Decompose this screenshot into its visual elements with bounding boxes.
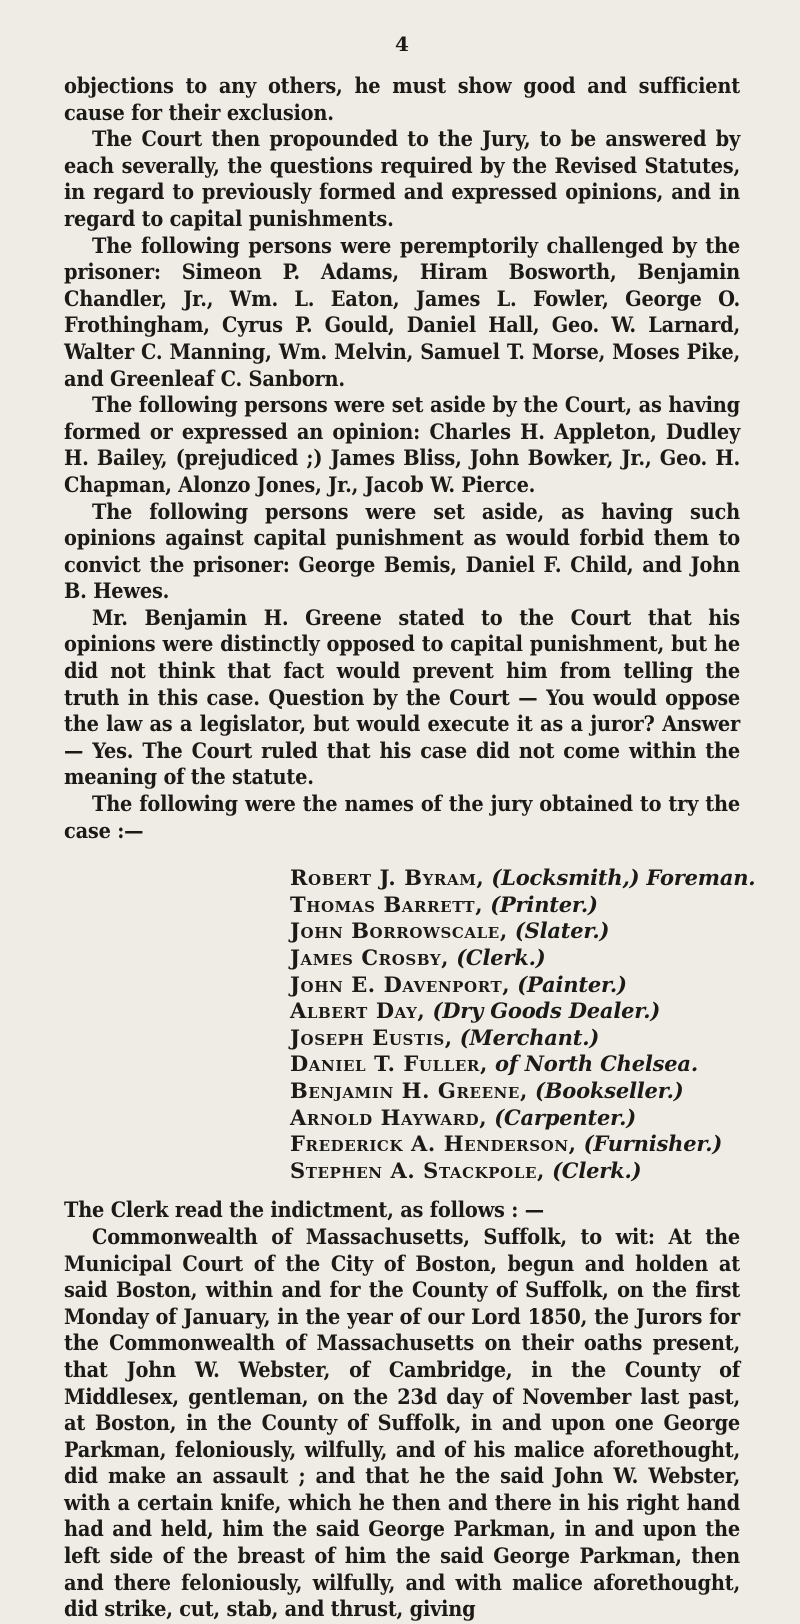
juror-entry	[290, 1078, 740, 1105]
juror-entry	[290, 972, 740, 999]
juror-occupation: (Slater.)	[507, 918, 610, 944]
juror-name: Daniel T. Fuller,	[290, 1051, 488, 1077]
paragraph-court-questions: The Court then propounded to the Jury, to be answered by each severally, the questions required by the Revised Statutes, in regard to previously formed and expressed opinions, and in regard to capital punishments.	[64, 127, 740, 232]
juror-occupation: (Painter.)	[510, 971, 627, 997]
juror-occupation: (Clerk.)	[544, 1157, 642, 1183]
juror-occupation: of North Chelsea.	[487, 1051, 698, 1077]
paragraph-set-aside-capital: The following persons were set aside, as having such opinions against capital punishment as would forbid them to convict the prisoner: George Bemis, Daniel F. Child, and John B. Hewes.	[64, 499, 740, 605]
juror-entry	[290, 892, 740, 919]
juror-entry	[290, 1105, 740, 1132]
paragraph-set-aside-opinion: The following persons were set aside by the Court, as having formed or expressed an opinion: Charles H. Appleton, Dudley H. Bailey, (prejudiced ;) James Bliss, John Bowker, Jr., Geo. H. Chapman, Alonzo Jones, Jr., Jacob W. Pierce.	[64, 393, 740, 498]
juror-name: John Borrowscale,	[290, 918, 508, 944]
juror-entry	[290, 1158, 740, 1185]
juror-entry	[290, 1131, 740, 1158]
juror-occupation: (Locksmith,) Foreman.	[484, 865, 756, 891]
paragraph-peremptory-challenges: The following persons were peremptorily challenged by the prisoner: Simeon P. Adams, Hiram Bosworth, Benjamin Chandler, Jr., Wm. L. Eaton, James L. Fowler, George O. Frothingham, Cyrus P. Gould, Daniel Hall, Geo. W. Larnard, Walter C. Manning, Wm. Melvin, Samuel T. Morse, Moses Pike, and Greenleaf C. Sanborn.	[64, 233, 740, 392]
juror-name: James Crosby,	[290, 945, 450, 970]
juror-entry	[290, 1051, 740, 1078]
juror-occupation: (Merchant.)	[452, 1024, 600, 1050]
juror-name: Robert J. Byram,	[290, 865, 485, 891]
juror-entry	[290, 1025, 740, 1052]
juror-name: John E. Davenport,	[290, 971, 511, 997]
juror-occupation: (Dry Goods Dealer.)	[425, 998, 661, 1024]
juror-occupation: (Furnisher.)	[576, 1131, 723, 1157]
paragraph-clerk-reading: The Clerk read the indictment, as follows : —	[64, 1198, 544, 1224]
juror-entry	[290, 918, 740, 945]
juror-name: Arnold Hayward,	[290, 1104, 488, 1130]
juror-name: Frederick A. Henderson,	[290, 1131, 577, 1157]
paragraph-indictment: Commonwealth of Massachusetts, Suffolk, to wit: At the Municipal Court of the City of Boston, begun and holden at said Boston, within and for the County of Suffolk, on the first Monday of January, in the year of our Lord 1850, the Jurors for the Commonwealth of Massachusetts on their oaths present, that John W. Webster, of Cambridge, in the County of Middlesex, gentleman, on the 23d day of November last past, at Boston, in the County of Suffolk, in and upon one George Parkman, feloniously, wilfully, and of his malice aforethought, did make an assault ; and that he the said John W. Webster, with a certain knife, which he then and there in his right hand had and held, him the said George Parkman, in and upon the left side of the breast of him the said George Parkman, then and there feloniously, wilfully, and with malice aforethought, did strike, cut, stab, and thrust, giving	[64, 1224, 740, 1623]
paragraph-greene-statement: Mr. Benjamin H. Greene stated to the Court that his opinions were distinctly opposed to capital punishment, but he did not think that fact would prevent him from telling the truth in this case. Question by the Court — You would oppose the law as a legislator, but would execute it as a juror? Answer — Yes. The Court ruled that his case did not come within the meaning of the statute.	[64, 605, 740, 791]
juror-entry	[290, 865, 756, 892]
juror-name: Stephen A. Stackpole,	[290, 1157, 545, 1183]
paragraph-exclusion: objections to any others, he must show good and sufficient cause for their exclusion.	[64, 74, 740, 126]
juror-list	[64, 865, 756, 1184]
juror-entry	[290, 998, 740, 1025]
page-number: 4	[395, 32, 409, 56]
juror-occupation: (Bookseller.)	[527, 1077, 684, 1103]
juror-name: Benjamin H. Greene,	[290, 1077, 528, 1103]
juror-entry	[290, 945, 740, 972]
paragraph-jury-intro: The following were the names of the jury obtained to try the case :—	[64, 792, 740, 844]
juror-occupation: (Clerk.)	[449, 945, 546, 970]
juror-name: Thomas Barrett,	[290, 891, 484, 917]
juror-occupation: (Carpenter.)	[487, 1104, 636, 1130]
juror-name: Albert Day,	[290, 998, 426, 1024]
juror-name: Joseph Eustis,	[290, 1024, 453, 1050]
juror-occupation: (Printer.)	[483, 891, 598, 917]
